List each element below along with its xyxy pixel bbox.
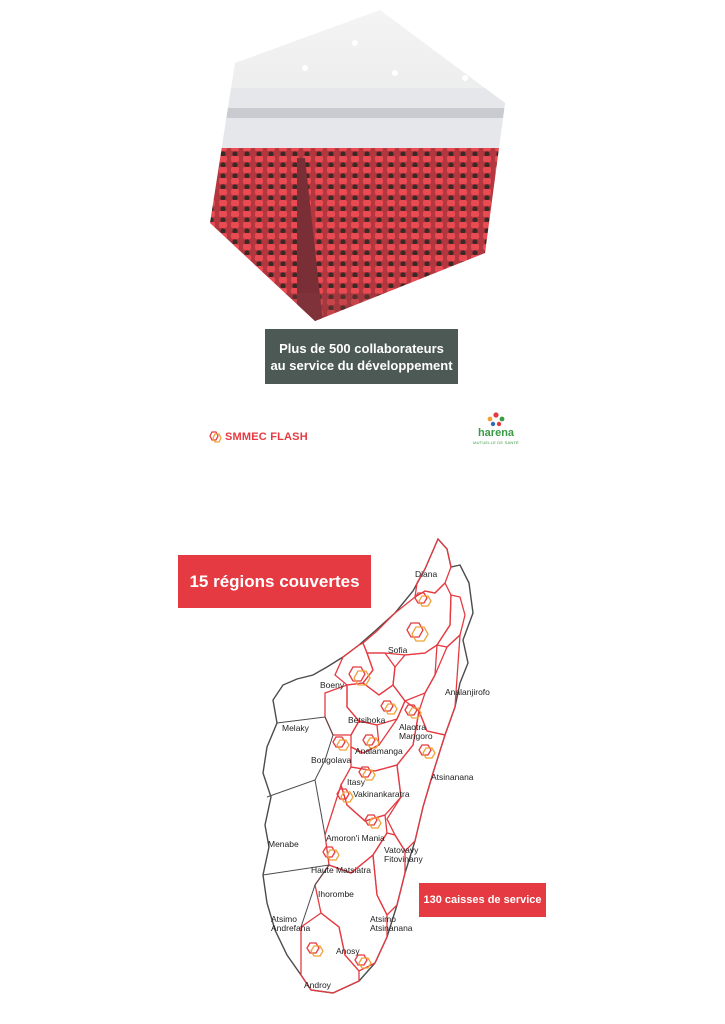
caption-line-2: au service du développement bbox=[270, 357, 453, 373]
region-label-sofia: Sofia bbox=[388, 645, 408, 655]
region-label-itasy: Itasy bbox=[347, 777, 365, 787]
smmec-logo bbox=[208, 431, 308, 443]
region-label-alaotra-mangoro: Alaotra Mangoro bbox=[399, 722, 433, 741]
region-label-diana: Diana bbox=[415, 569, 438, 579]
region-label-menabe: Menabe bbox=[268, 839, 299, 849]
region-label-vakinankaratra: Vakinankaratra bbox=[353, 789, 410, 799]
service-count-badge: 130 caisses de service bbox=[419, 883, 546, 917]
harena-flower-icon bbox=[485, 410, 507, 428]
region-label-androy: Androy bbox=[304, 980, 331, 990]
office-icons bbox=[307, 593, 435, 968]
madagascar-map bbox=[255, 535, 500, 995]
auditorium-photo bbox=[205, 8, 510, 323]
region-label-vatovavy-fitovinany: Vatovavy Fitovinany bbox=[384, 845, 423, 864]
harena-logo-name: harena bbox=[477, 427, 515, 439]
region-label-analamanga: Analamanga bbox=[355, 746, 403, 756]
collaborators-caption bbox=[265, 329, 458, 384]
harena-logo bbox=[468, 410, 524, 448]
smmec-logo-text: SMMEC FLASH bbox=[225, 431, 308, 443]
region-label-haute-matsiatra: Haute Matsiatra bbox=[311, 865, 371, 875]
region-label-boeny: Boeny bbox=[320, 680, 345, 690]
region-label-anosy: Anosy bbox=[336, 946, 360, 956]
region-label-analanjirofo: Analanjirofo bbox=[445, 687, 490, 697]
region-label-ihorombe: Ihorombe bbox=[318, 889, 354, 899]
region-label-amoroni-mania: Amoron'i Mania bbox=[326, 833, 385, 843]
caption-line-1: Plus de 500 collaborateurs bbox=[279, 340, 444, 356]
smmec-hex-icon bbox=[208, 431, 222, 443]
region-label-atsimo-atsinanana: Atsimo Atsinanana bbox=[370, 914, 413, 933]
region-label-melaky: Melaky bbox=[282, 723, 309, 733]
regions-title: 15 régions couvertes bbox=[178, 555, 371, 608]
region-label-betsiboka: Betsiboka bbox=[348, 715, 386, 725]
harena-logo-subtitle: MUTUELLE DE SANTÉ bbox=[473, 440, 519, 445]
region-label-atsimo-andrefana: Atsimo Andrefana bbox=[271, 914, 311, 933]
region-label-bongolava: Bongolava bbox=[311, 755, 352, 765]
region-label-atsinanana: Atsinanana bbox=[431, 772, 474, 782]
